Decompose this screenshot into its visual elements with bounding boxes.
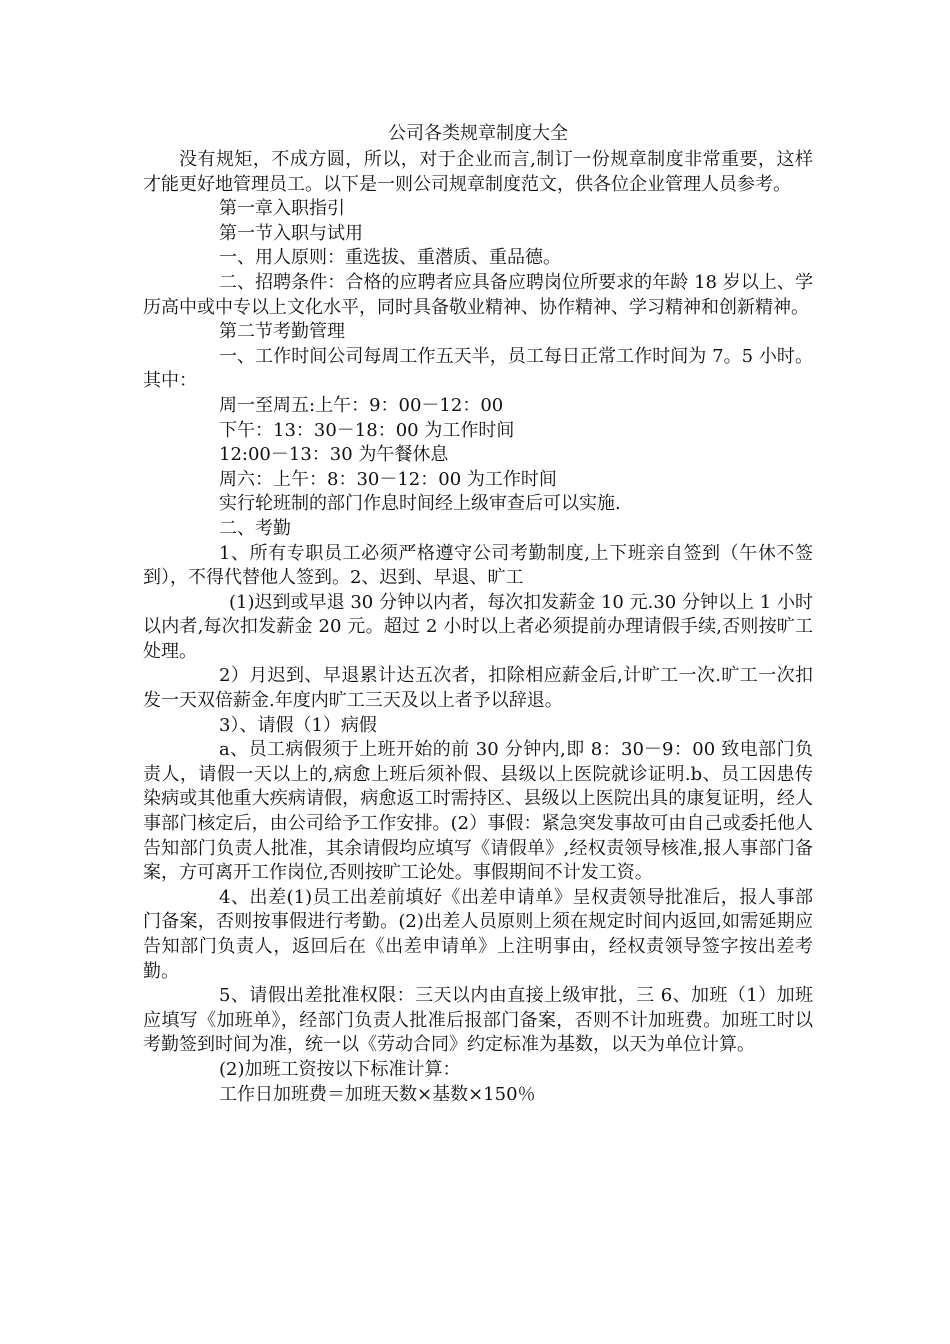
schedule-line: 周六：上午：8：30－12：00 为工作时间 [219, 468, 557, 490]
intro-paragraph: 没有规矩，不成方圆，所以，对于企业而言,制订一份规章制度非常重要，这样才能更好地管理员工。以下是一则公司规章制度范文，供各位企业管理人员参考。 [143, 149, 813, 195]
body-paragraph: (2)加班工资按以下标准计算： [219, 1058, 461, 1080]
body-paragraph: a、员工病假须于上班开始的前 30 分钟内,即 8：30－9：00 致电部门负责人，请假一天以上的,病愈上班后须补假、县级以上医院就诊证明.b、员工因患传染病或其他重大疾病请假，病愈返工时需持区、县级以上医院出具的康复证明，经人事部门核定后，由公司给予工作安排。(2）事假：紧急突发事故可由自己或委托他人告知部门负责人批准，其余请假均应填写《请假单》,经权责领导核准,报人事部门备案，方可离开工作岗位,否则按旷工论处。事假期间不计发工资。 [143, 739, 813, 884]
section-heading: 第二节考勤管理 [219, 321, 345, 343]
body-paragraph: 4、出差(1)员工出差前填好《出差申请单》呈权责领导批准后，报人事部门备案，否则按事假进行考勤。(2)出差人员原则上须在规定时间内返回,如需延期应告知部门负责人，返回后在《出差申请单》上注明事由，经权责领导签字按出差考勤。 [143, 886, 813, 982]
schedule-line: 周一至周五:上午：9：00－12：00 [219, 394, 504, 416]
formula-line: 工作日加班费＝加班天数×基数×150％ [219, 1083, 536, 1105]
body-paragraph: 一、用人原则：重选拔、重潜质、重品德。 [219, 247, 561, 269]
chapter-heading: 第一章入职指引 [219, 198, 345, 220]
body-paragraph: (1)迟到或早退 30 分钟以内者，每次扣发薪金 10 元.30 分钟以上 1 小时以内者,每次扣发薪金 20 元。超过 2 小时以上者必须提前办理请假手续,否则按旷工处理。 [143, 591, 813, 662]
subsection-heading: 3）、请假（1）病假 [219, 714, 377, 736]
body-paragraph: 实行轮班制的部门作息时间经上级审查后可以实施. [219, 493, 621, 515]
subsection-heading: 二、考勤 [219, 517, 291, 539]
section-heading: 第一节入职与试用 [219, 222, 363, 244]
schedule-line: 12:00－13：30 为午餐休息 [219, 444, 449, 466]
document-page [143, 122, 813, 1107]
body-paragraph: 5、请假出差批准权限：三天以内由直接上级审批，三 6、加班（1）加班应填写《加班单》，经部门负责人批准后报部门备案，否则不计加班费。加班工时以考勤签到时间为准，统一以《劳动合同》约定标准为基数，以天为单位计算。 [143, 985, 813, 1056]
body-paragraph: 一、工作时间公司每周工作五天半，员工每日正常工作时间为 7。5 小时。其中： [143, 345, 813, 392]
body-paragraph: 二、招聘条件：合格的应聘者应具备应聘岗位所要求的年龄 18 岁以上、学历高中或中专以上文化水平，同时具备敬业精神、协作精神、学习精神和创新精神。 [143, 271, 813, 318]
document-title: 公司各类规章制度大全 [388, 123, 568, 144]
schedule-line: 下午：13：30－18：00 为工作时间 [219, 419, 515, 441]
body-paragraph: 2）月迟到、早退累计达五次者，扣除相应薪金后,计旷工一次.旷工一次扣发一天双倍薪金.年度内旷工三天及以上者予以辞退。 [143, 665, 813, 712]
body-paragraph: 1、所有专职员工必须严格遵守公司考勤制度,上下班亲自签到（午休不签到），不得代替他人签到。2、迟到、早退、旷工 [143, 542, 813, 589]
